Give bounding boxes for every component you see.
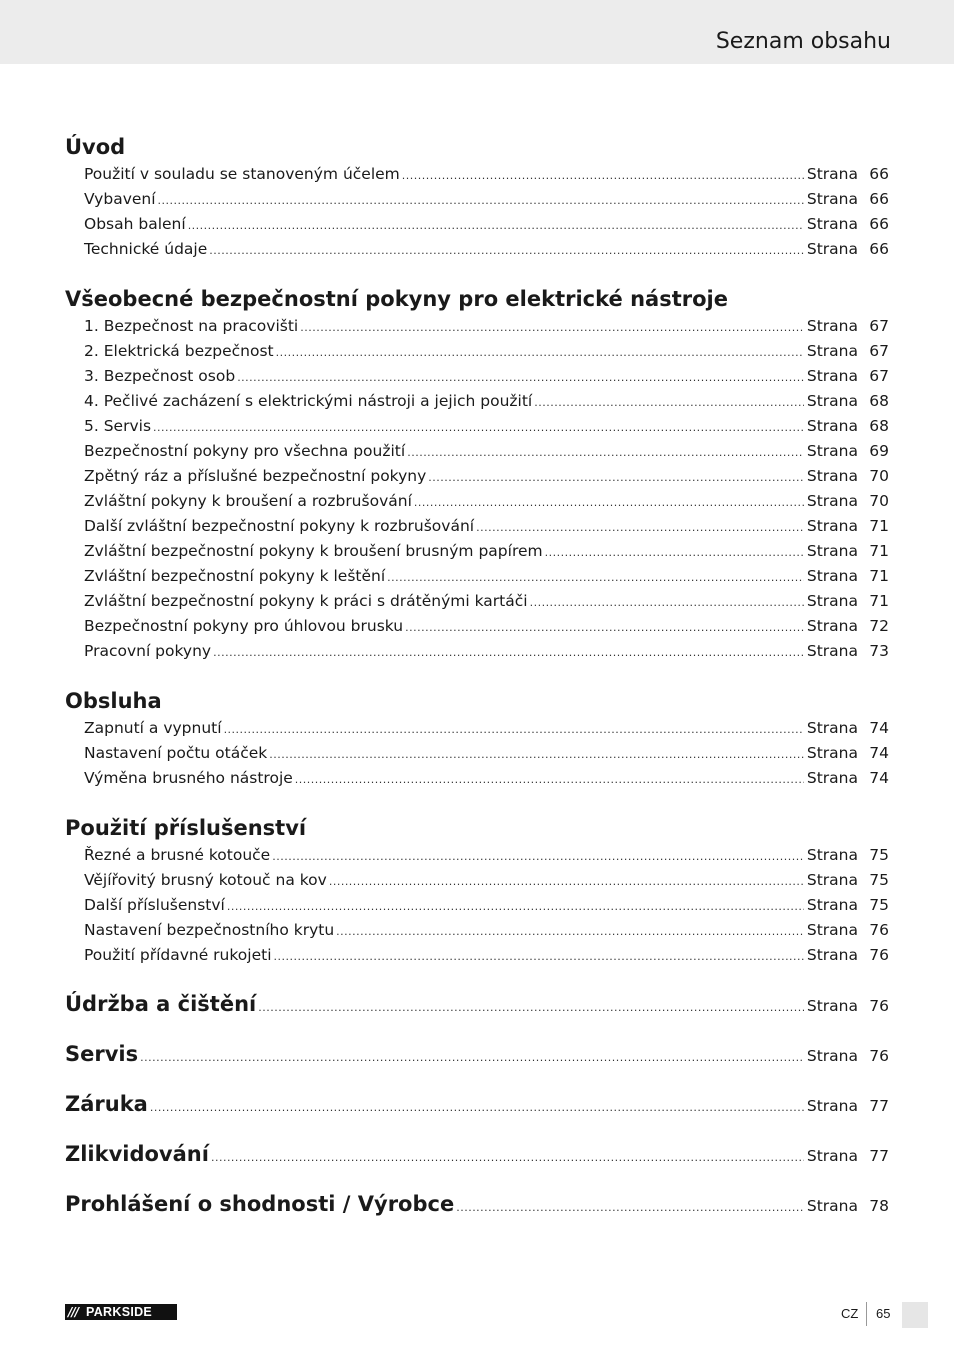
entry-page-number: 76 [869, 1047, 889, 1065]
page-prefix: Strana [806, 642, 858, 660]
entry-title: Servis [65, 1042, 139, 1066]
entry-title: Zapnutí a vypnutí [84, 719, 222, 737]
toc-entry[interactable] [65, 237, 889, 262]
dot-leader [295, 767, 804, 792]
entry-title: Vybavení [84, 190, 156, 208]
dot-leader [405, 615, 804, 640]
page-prefix: Strana [806, 442, 858, 460]
entry-page-number: 78 [869, 1197, 889, 1215]
dot-leader [258, 994, 804, 1022]
page-prefix: Strana [806, 921, 858, 939]
entry-title: Zlikvidování [65, 1142, 209, 1166]
toc-entry[interactable] [65, 893, 889, 918]
footer-divider [866, 1302, 867, 1326]
dot-leader [188, 213, 804, 238]
toc-major-entry[interactable] [65, 1090, 889, 1118]
entry-page-number: 77 [869, 1097, 889, 1115]
toc-section [65, 132, 889, 262]
dot-leader [407, 440, 804, 465]
toc-entry[interactable] [65, 162, 889, 187]
entry-page-number: 70 [869, 467, 889, 485]
dot-leader [402, 163, 804, 188]
entry-page-number: 67 [869, 317, 889, 335]
toc-entry[interactable] [65, 389, 889, 414]
toc-section [65, 813, 889, 968]
entry-page-number: 66 [869, 240, 889, 258]
section-heading: Použití příslušenství [65, 816, 307, 840]
entry-title: Pracovní pokyny [84, 642, 212, 660]
dot-leader [534, 390, 804, 415]
entry-page-number: 75 [869, 896, 889, 914]
entry-page-number: 67 [869, 342, 889, 360]
dot-leader [158, 188, 804, 213]
page-prefix: Strana [806, 592, 858, 610]
entry-page-number: 66 [869, 215, 889, 233]
entry-title: Řezné a brusné kotouče [84, 846, 271, 864]
dot-leader [209, 238, 804, 263]
toc-entry[interactable] [65, 464, 889, 489]
entry-page-number: 74 [869, 744, 889, 762]
dot-leader [336, 919, 804, 944]
section-heading: Úvod [65, 135, 126, 159]
toc-entry[interactable] [65, 741, 889, 766]
toc-entry[interactable] [65, 514, 889, 539]
toc-section [65, 1190, 889, 1218]
dot-leader [300, 315, 804, 340]
section-heading: Obsluha [65, 689, 162, 713]
dot-leader [545, 540, 804, 565]
page-prefix: Strana [806, 492, 858, 510]
toc-entry[interactable] [65, 187, 889, 212]
toc-entry[interactable] [65, 314, 889, 339]
entry-page-number: 66 [869, 190, 889, 208]
dot-leader [329, 869, 804, 894]
page-prefix: Strana [806, 165, 858, 183]
entry-page-number: 69 [869, 442, 889, 460]
page-prefix: Strana [806, 417, 858, 435]
toc-entry[interactable] [65, 539, 889, 564]
entry-title: 1. Bezpečnost na pracovišti [84, 317, 299, 335]
dot-leader [213, 640, 804, 665]
page-prefix: Strana [806, 896, 858, 914]
table-of-contents [65, 132, 889, 1218]
entry-page-number: 76 [869, 997, 889, 1015]
logo-stripes: /// [68, 1305, 79, 1319]
dot-leader [269, 742, 804, 767]
entry-page-number: 76 [869, 946, 889, 964]
footer-tab-marker [902, 1302, 928, 1328]
entry-title: Zvláštní bezpečnostní pokyny k práci s drátěnými kartáči [84, 592, 528, 610]
toc-entry[interactable] [65, 639, 889, 664]
page-prefix: Strana [806, 392, 858, 410]
entry-title: Použití v souladu se stanoveným účelem [84, 165, 400, 183]
entry-title: Vějířovitý brusný kotouč na kov [84, 871, 327, 889]
page-prefix: Strana [806, 1097, 858, 1115]
toc-section [65, 1040, 889, 1068]
language-code: CZ [841, 1306, 859, 1321]
page-prefix: Strana [806, 517, 858, 535]
toc-entry[interactable] [65, 589, 889, 614]
toc-entry[interactable] [65, 414, 889, 439]
entry-page-number: 68 [869, 417, 889, 435]
toc-entry[interactable] [65, 843, 889, 868]
entry-title: Nastavení bezpečnostního krytu [84, 921, 335, 939]
entry-page-number: 75 [869, 871, 889, 889]
toc-entry[interactable] [65, 364, 889, 389]
dot-leader [276, 340, 804, 365]
entry-page-number: 77 [869, 1147, 889, 1165]
entry-title: Použití přídavné rukojeti [84, 946, 272, 964]
toc-section [65, 284, 889, 664]
toc-section [65, 1090, 889, 1118]
toc-entry[interactable] [65, 564, 889, 589]
toc-entry[interactable] [65, 439, 889, 464]
entry-title: Údržba a čištění [65, 992, 257, 1016]
dot-leader [227, 894, 804, 919]
page-prefix: Strana [806, 240, 858, 258]
page-prefix: Strana [806, 719, 858, 737]
parkside-logo [65, 1304, 177, 1320]
entry-title: Prohlášení o shodnosti / Výrobce [65, 1192, 455, 1216]
dot-leader [150, 1094, 804, 1122]
page-number: 65 [876, 1306, 891, 1321]
dot-leader [237, 365, 804, 390]
entry-title: Zvláštní bezpečnostní pokyny k broušení brusným papírem [84, 542, 543, 560]
toc-section [65, 990, 889, 1018]
dot-leader [211, 1144, 804, 1172]
entry-page-number: 71 [869, 592, 889, 610]
entry-title: Výměna brusného nástroje [84, 769, 293, 787]
dot-leader [140, 1044, 804, 1072]
entry-page-number: 66 [869, 165, 889, 183]
logo-text: PARKSIDE [86, 1305, 153, 1319]
toc-entry[interactable] [65, 766, 889, 791]
toc-entry[interactable] [65, 212, 889, 237]
entry-page-number: 74 [869, 719, 889, 737]
entry-page-number: 73 [869, 642, 889, 660]
toc-section [65, 1140, 889, 1168]
dot-leader [387, 565, 804, 590]
entry-page-number: 71 [869, 567, 889, 585]
dot-leader [414, 490, 804, 515]
entry-title: Záruka [65, 1092, 148, 1116]
dot-leader [456, 1194, 804, 1222]
page-prefix: Strana [806, 1147, 858, 1165]
dot-leader [530, 590, 804, 615]
entry-title: Zvláštní pokyny k broušení a rozbrušování [84, 492, 412, 510]
entry-page-number: 72 [869, 617, 889, 635]
entry-title: Technické údaje [84, 240, 208, 258]
toc-section [65, 686, 889, 791]
toc-entry[interactable] [65, 918, 889, 943]
page-prefix: Strana [806, 1197, 858, 1215]
page-prefix: Strana [806, 317, 858, 335]
toc-entry[interactable] [65, 716, 889, 741]
toc-entry[interactable] [65, 339, 889, 364]
entry-title: 5. Servis [84, 417, 152, 435]
toc-major-entry[interactable] [65, 1190, 889, 1218]
page-prefix: Strana [806, 215, 858, 233]
entry-title: Bezpečnostní pokyny pro všechna použití [84, 442, 406, 460]
entry-page-number: 71 [869, 517, 889, 535]
page-prefix: Strana [806, 997, 858, 1015]
entry-title: 3. Bezpečnost osob [84, 367, 236, 385]
page-prefix: Strana [806, 342, 858, 360]
dot-leader [274, 944, 804, 969]
entry-title: Další příslušenství [84, 896, 225, 914]
entry-page-number: 71 [869, 542, 889, 560]
entry-page-number: 76 [869, 921, 889, 939]
toc-entry[interactable] [65, 943, 889, 968]
toc-major-entry[interactable] [65, 1040, 889, 1068]
entry-title: Obsah balení [84, 215, 186, 233]
entry-title: Zpětný ráz a příslušné bezpečnostní pokyny [84, 467, 427, 485]
toc-major-entry[interactable] [65, 990, 889, 1018]
entry-page-number: 68 [869, 392, 889, 410]
entry-page-number: 70 [869, 492, 889, 510]
toc-entry[interactable] [65, 489, 889, 514]
page-prefix: Strana [806, 567, 858, 585]
page-title: Seznam obsahu [715, 29, 891, 54]
page-prefix: Strana [806, 367, 858, 385]
entry-title: Další zvláštní bezpečnostní pokyny k rozbrušování [84, 517, 475, 535]
page-prefix: Strana [806, 769, 858, 787]
section-heading: Všeobecné bezpečnostní pokyny pro elektrické nástroje [65, 287, 728, 311]
page-prefix: Strana [806, 744, 858, 762]
toc-major-entry[interactable] [65, 1140, 889, 1168]
dot-leader [153, 415, 804, 440]
entry-title: 4. Pečlivé zacházení s elektrickými nástroji a jejich použití [84, 392, 533, 410]
dot-leader [272, 844, 804, 869]
page-prefix: Strana [806, 467, 858, 485]
page-prefix: Strana [806, 1047, 858, 1065]
dot-leader [224, 717, 804, 742]
page-prefix: Strana [806, 617, 858, 635]
page-prefix: Strana [806, 190, 858, 208]
entry-title: 2. Elektrická bezpečnost [84, 342, 274, 360]
dot-leader [428, 465, 804, 490]
toc-entry[interactable] [65, 614, 889, 639]
toc-entry[interactable] [65, 868, 889, 893]
entry-page-number: 74 [869, 769, 889, 787]
page-prefix: Strana [806, 542, 858, 560]
page-prefix: Strana [806, 946, 858, 964]
page-prefix: Strana [806, 846, 858, 864]
page-prefix: Strana [806, 871, 858, 889]
entry-page-number: 75 [869, 846, 889, 864]
dot-leader [476, 515, 804, 540]
entry-title: Bezpečnostní pokyny pro úhlovou brusku [84, 617, 404, 635]
entry-page-number: 67 [869, 367, 889, 385]
entry-title: Zvláštní bezpečnostní pokyny k leštění [84, 567, 386, 585]
entry-title: Nastavení počtu otáček [84, 744, 268, 762]
